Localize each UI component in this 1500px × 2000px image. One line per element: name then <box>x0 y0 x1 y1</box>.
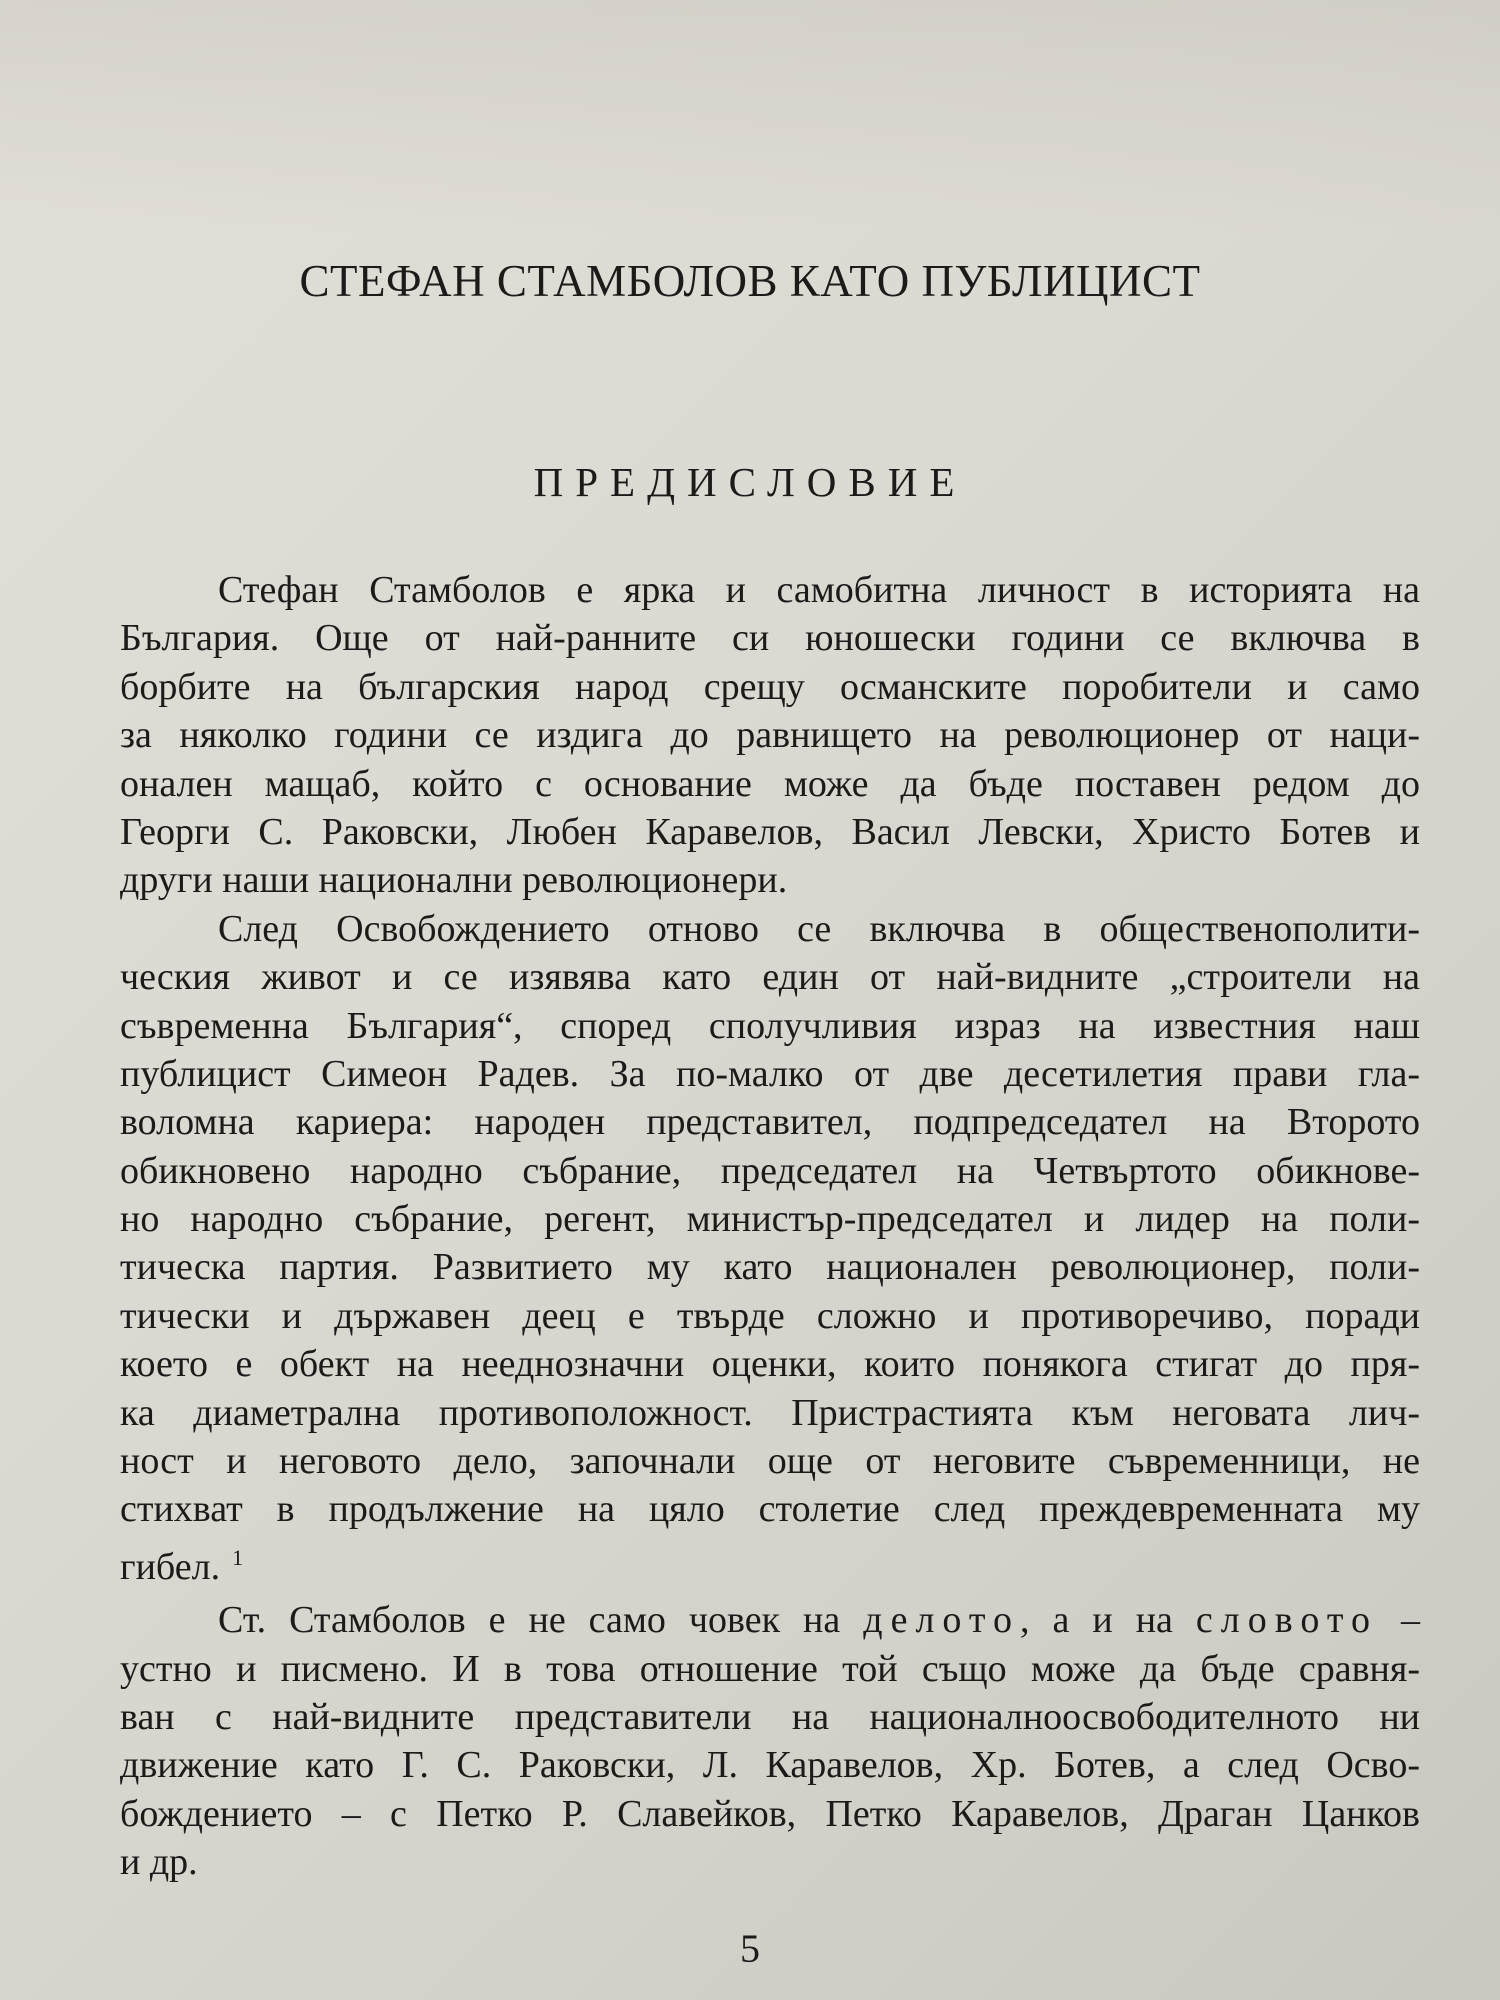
text-line: онален мащаб, който с основание може да бъде поставен редом до <box>120 762 1420 805</box>
text-line: други наши национални революционери. <box>120 859 788 902</box>
paragraph-2 <box>120 905 1420 1588</box>
body-text <box>120 566 1420 1887</box>
text-line: обикновено народно събрание, председател на Четвъртото обикнове- <box>120 1149 1420 1192</box>
text-line-emphasis <box>120 1596 1420 1644</box>
text-segment: Ст. Стамболов е не само човек на <box>218 1599 841 1642</box>
book-title: СТЕФАН СТАМБОЛОВ КАТО ПУБЛИЦИСТ <box>299 256 1201 306</box>
text-line: съвременна България“, според сполучливия израз на известния наш <box>120 1004 1420 1047</box>
text-line: за няколко години се издига до равнището на революционер от наци- <box>120 714 1420 757</box>
text-line: стихват в продължение на цяло столетие след преждевременната му <box>120 1488 1420 1531</box>
text-line: тически и държавен деец е твърде сложно и противоречиво, поради <box>120 1294 1420 1337</box>
text-line: движение като Г. С. Раковски, Л. Каравелов, Хр. Ботев, а след Осво- <box>120 1744 1420 1787</box>
text-segment: – <box>1378 1599 1421 1642</box>
text-line: ка диаметрална противоположност. Пристрастията към неговата лич- <box>120 1391 1420 1434</box>
text-line: и др. <box>120 1841 198 1884</box>
text-line: След Освобождението отново се включва в общественополити- <box>218 907 1420 950</box>
text-line: Георги С. Раковски, Любен Каравелов, Васил Левски, Христо Ботев и <box>120 810 1420 853</box>
text-line: ност и неговото дело, започнали още от неговите съвременници, не <box>120 1440 1420 1483</box>
text-segment: , а и на <box>1020 1599 1173 1642</box>
text-line: публицист Симеон Радев. За по-малко от две десетилетия прави гла- <box>120 1052 1420 1095</box>
text-line: България. Още от най-ранните си юношески години се включва в <box>120 617 1420 660</box>
section-title: ПРЕДИСЛОВИЕ <box>533 459 967 505</box>
spaced-word-deed: делото <box>863 1599 1021 1642</box>
bleed-through-shadow <box>0 0 1500 230</box>
paragraph-3 <box>120 1596 1420 1886</box>
text-line: ван с най-видните представители на националноосвободителното ни <box>120 1695 1420 1738</box>
text-line: бождението – с Петко Р. Славейков, Петко Каравелов, Драган Цанков <box>120 1792 1420 1835</box>
spaced-word-word: словото <box>1195 1599 1379 1642</box>
text-line: тическа партия. Развитието му като национален революционер, поли- <box>120 1246 1420 1289</box>
text-line: но народно събрание, регент, министър-председател и лидер на поли- <box>120 1198 1420 1241</box>
text-line: ческия живот и се изявява като един от най-видните „строители на <box>120 956 1420 999</box>
text-line-with-footnote <box>120 1534 1420 1588</box>
footnote-marker: 1 <box>232 1544 244 1570</box>
text-line: гибел. <box>120 1545 221 1588</box>
text-line: устно и писмено. И в това отношение той също може да бъде сравня- <box>120 1647 1420 1690</box>
paragraph-1 <box>120 566 1420 905</box>
text-line: което е обект на нееднозначни оценки, които понякога стигат до пря- <box>120 1343 1420 1386</box>
text-line: борбите на българския народ срещу османските поробители и само <box>120 665 1420 708</box>
text-line: Стефан Стамболов е ярка и самобитна личност в историята на <box>218 569 1420 611</box>
page-number: 5 <box>740 1926 760 1971</box>
text-line: воломна кариера: народен представител, подпредседател на Второто <box>120 1101 1420 1144</box>
